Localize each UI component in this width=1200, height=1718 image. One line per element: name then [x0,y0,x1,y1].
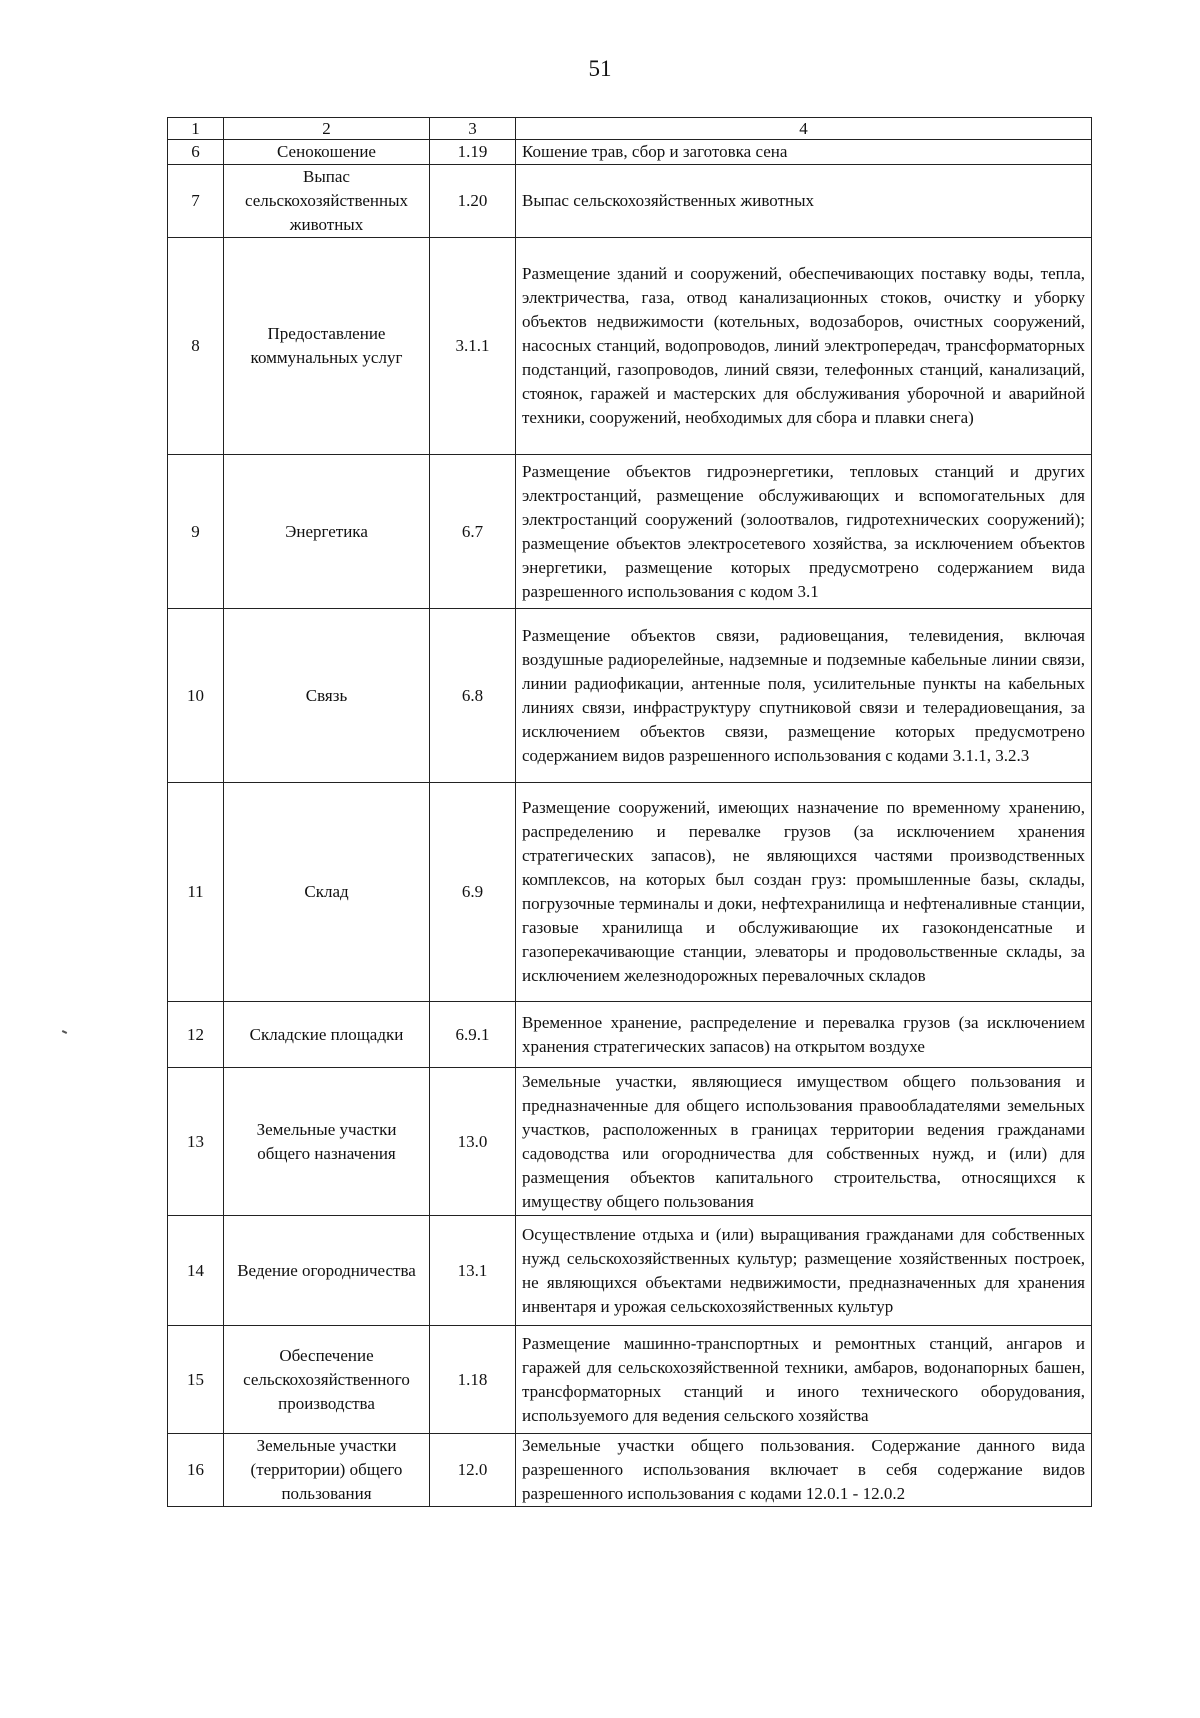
row-number: 15 [168,1326,224,1434]
column-header-2: 2 [224,118,430,140]
land-use-code: 6.8 [430,609,516,783]
land-use-description: Временное хранение, распределение и перевалка грузов (за исключением хранения стратегических запасов) на открытом воздухе [516,1002,1092,1068]
land-use-code: 6.7 [430,455,516,609]
land-use-name: Складские площадки [224,1002,430,1068]
land-use-code: 6.9.1 [430,1002,516,1068]
column-header-3: 3 [430,118,516,140]
land-use-name: Энергетика [224,455,430,609]
table-row [168,1326,1092,1434]
row-number: 14 [168,1216,224,1326]
land-use-description: Осуществление отдыха и (или) выращивания гражданами для собственных нужд сельскохозяйственных культур; размещение хозяйственных построек, не являющихся объектами недвижимости, предназначенных для хранения инвентаря и урожая сельскохозяйственных культур [516,1216,1092,1326]
row-number: 6 [168,140,224,165]
row-number: 13 [168,1068,224,1216]
row-number: 9 [168,455,224,609]
land-use-name: Предоставление коммунальных услуг [224,238,430,455]
land-use-description: Размещение объектов гидроэнергетики, тепловых станций и других электростанций, размещение обслуживающих и вспомогательных для электростанций сооружений (золоотвалов, гидротехнических сооружений); размещение объектов электросетевого хозяйства, за исключением объектов энергетики, размещение которых предусмотрено содержанием вида разрешенного использования с кодом 3.1 [516,455,1092,609]
column-header-4: 4 [516,118,1092,140]
land-use-code: 1.18 [430,1326,516,1434]
scan-speck [62,1030,67,1034]
land-use-name: Земельные участки общего назначения [224,1068,430,1216]
table-row [168,1068,1092,1216]
table-row [168,238,1092,455]
row-number: 16 [168,1434,224,1507]
row-number: 7 [168,165,224,238]
column-header-1: 1 [168,118,224,140]
table-row [168,165,1092,238]
table-header-row [168,118,1092,140]
land-use-code: 1.19 [430,140,516,165]
land-use-description: Кошение трав, сбор и заготовка сена [516,140,1092,165]
land-use-name: Связь [224,609,430,783]
table-row [168,783,1092,1002]
row-number: 10 [168,609,224,783]
land-use-description: Размещение объектов связи, радиовещания, телевидения, включая воздушные радиорелейные, надземные и подземные кабельные линии связи, линии радиофикации, антенные поля, усилительные пункты на кабельных линиях связи, инфраструктуру спутниковой связи и телерадиовещания, за исключением объектов связи, размещение которых предусмотрено содержанием видов разрешенного использования с кодами 3.1.1, 3.2.3 [516,609,1092,783]
land-use-description: Земельные участки общего пользования. Содержание данного вида разрешенного использования включает в себя содержание видов разрешенного использования с кодами 12.0.1 - 12.0.2 [516,1434,1092,1507]
land-use-name: Обеспечение сельскохозяйственного производства [224,1326,430,1434]
land-use-description: Размещение сооружений, имеющих назначение по временному хранению, распределению и перевалке грузов (за исключением хранения стратегических запасов), не являющихся частями производственных комплексов, на которых был создан груз: промышленные базы, склады, погрузочные терминалы и доки, нефтехранилища и нефтеналивные станции, газовые хранилища и обслуживающие их газоконденсатные и газоперекачивающие станции, элеваторы и продовольственные склады, за исключением железнодорожных перевалочных складов [516,783,1092,1002]
page-number: 51 [588,56,612,81]
land-use-code: 6.9 [430,783,516,1002]
row-number: 11 [168,783,224,1002]
land-use-code: 12.0 [430,1434,516,1507]
land-use-code: 13.0 [430,1068,516,1216]
land-use-code: 3.1.1 [430,238,516,455]
table-row [168,140,1092,165]
table-row [168,1434,1092,1507]
table-row [168,609,1092,783]
table-row [168,1002,1092,1068]
land-use-name: Выпас сельскохозяйственных животных [224,165,430,238]
land-use-description: Земельные участки, являющиеся имуществом общего пользования и предназначенные для общего использования правообладателями земельных участков, расположенных в границах территории ведения гражданами садоводства или огородничества для собственных нужд, и (или) для размещения объектов капитального строительства, относящихся к имуществу общего пользования [516,1068,1092,1216]
land-use-name: Ведение огородничества [224,1216,430,1326]
land-use-code: 1.20 [430,165,516,238]
land-use-table [167,117,1092,1507]
table-row [168,1216,1092,1326]
land-use-description: Размещение машинно-транспортных и ремонтных станций, ангаров и гаражей для сельскохозяйственной техники, амбаров, водонапорных башен, трансформаторных станций и иного технического оборудования, используемого для ведения сельского хозяйства [516,1326,1092,1434]
table-row [168,455,1092,609]
row-number: 8 [168,238,224,455]
land-use-name: Земельные участки (территории) общего пользования [224,1434,430,1507]
land-use-name: Сенокошение [224,140,430,165]
land-use-description: Размещение зданий и сооружений, обеспечивающих поставку воды, тепла, электричества, газа, отвод канализационных стоков, очистку и уборку объектов недвижимости (котельных, водозаборов, очистных сооружений, насосных станций, водопроводов, линий электропередач, трансформаторных подстанций, газопроводов, линий связи, телефонных станций, канализаций, стоянок, гаражей и мастерских для обслуживания уборочной и аварийной техники, сооружений, необходимых для сбора и плавки снега) [516,238,1092,455]
row-number: 12 [168,1002,224,1068]
land-use-description: Выпас сельскохозяйственных животных [516,165,1092,238]
land-use-code: 13.1 [430,1216,516,1326]
land-use-name: Склад [224,783,430,1002]
